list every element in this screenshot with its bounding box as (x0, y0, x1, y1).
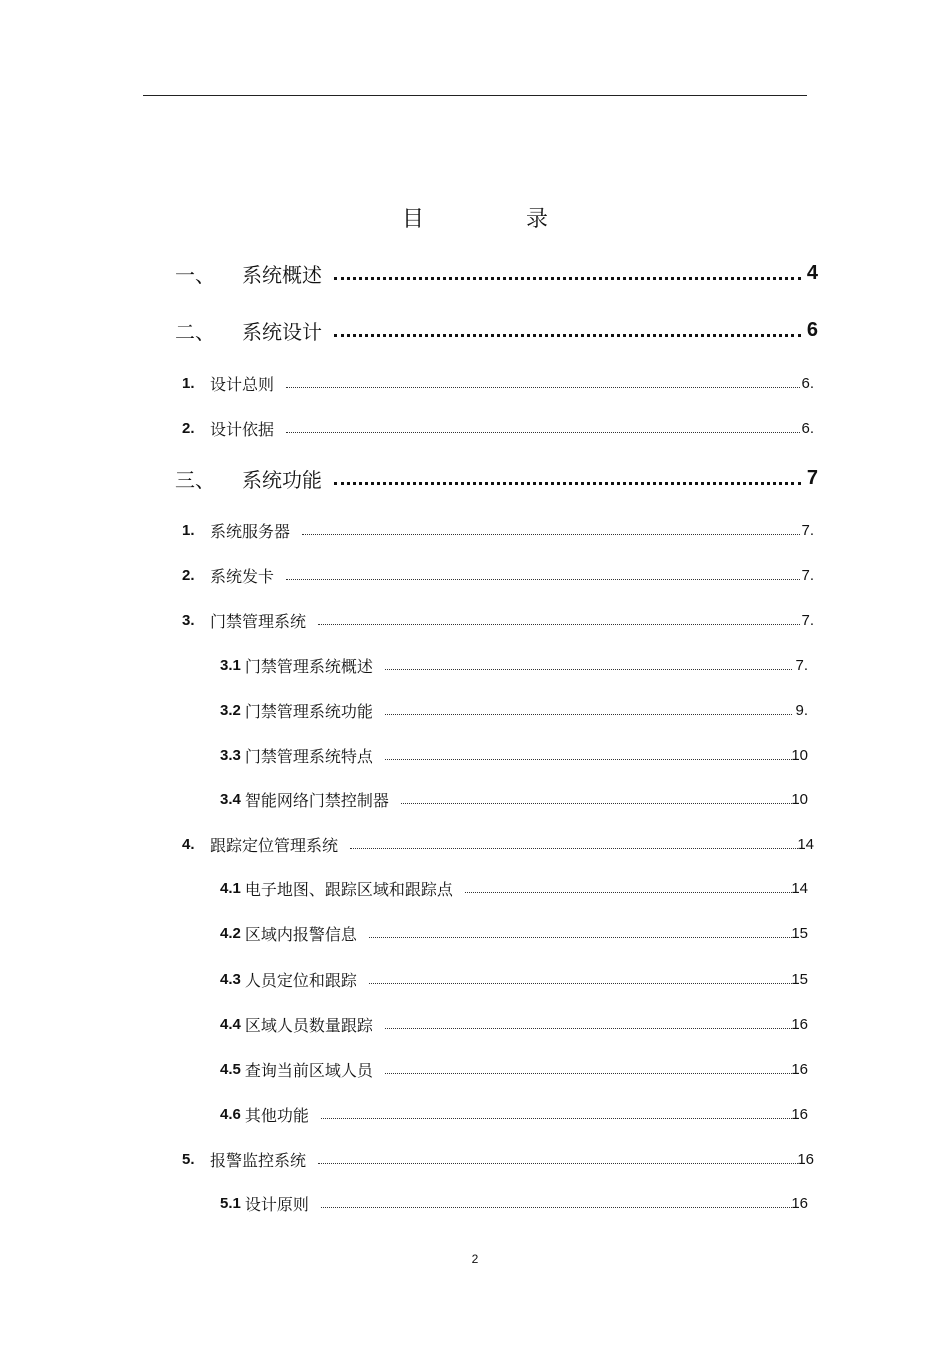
toc-entry-page: 7. (801, 521, 814, 539)
toc-entry-page: 16 (791, 1194, 808, 1212)
toc-entry-3-4-6[interactable] (220, 1099, 808, 1129)
toc-entry-number: 一、 (175, 262, 215, 287)
toc-dot-leader (401, 784, 792, 814)
page-number: 2 (471, 1252, 479, 1266)
toc-entry-title: 查询当前区域人员 (244, 1060, 373, 1080)
toc-entry-page: 15 (791, 970, 808, 988)
toc-dot-leader (286, 413, 800, 443)
toc-entry-title: 门禁管理系统特点 (244, 746, 373, 766)
toc-entry-number: 4.1 (220, 879, 241, 897)
toc-entry-page: 7. (801, 611, 814, 629)
toc-entry-page: 14 (791, 879, 808, 897)
toc-entry-page: 16 (791, 1015, 808, 1033)
toc-entry-number: 1. (182, 521, 195, 539)
toc-entry-title: 门禁管理系统功能 (244, 701, 373, 721)
toc-entry-page: 15 (791, 924, 808, 942)
toc-dot-leader (321, 1188, 792, 1218)
toc-entry-page: 16 (791, 1060, 808, 1078)
toc-entry-page: 4 (806, 261, 818, 284)
toc-entry-number: 3.3 (220, 746, 241, 764)
toc-entry-page: 6. (801, 374, 814, 392)
toc-entry-3-3-1[interactable] (220, 650, 808, 680)
toc-entry-2-2[interactable] (182, 413, 814, 443)
toc-entry-title: 门禁管理系统概述 (244, 656, 373, 676)
toc-dot-leader (369, 964, 792, 994)
toc-entry-title: 报警监控系统 (210, 1150, 307, 1170)
toc-dot-leader (385, 650, 792, 680)
toc-dot-leader (385, 740, 792, 770)
toc-dot-leader (318, 1144, 800, 1174)
toc-entry-number: 3. (182, 611, 195, 629)
toc-entry-page: 7. (801, 566, 814, 584)
toc-entry-number: 三、 (175, 467, 215, 492)
toc-entry-page: 10 (791, 746, 808, 764)
toc-dot-leader (465, 873, 792, 903)
toc-entry-3-4-4[interactable] (220, 1009, 808, 1039)
toc-entry-3-3-3[interactable] (220, 740, 808, 770)
toc-dot-leader (334, 258, 801, 288)
toc-entry-title: 门禁管理系统 (210, 611, 307, 631)
toc-entry-3-4[interactable] (182, 829, 814, 859)
toc-dot-leader (385, 1054, 792, 1084)
toc-entry-number: 5. (182, 1150, 195, 1168)
toc-entry-number: 3.2 (220, 701, 241, 719)
toc-entry-page: 10 (791, 790, 808, 808)
toc-entry-number: 二、 (175, 319, 215, 344)
toc-dot-leader (318, 605, 800, 635)
toc-dot-leader (385, 1009, 792, 1039)
toc-entry-number: 4. (182, 835, 195, 853)
toc-entry-3-3[interactable] (182, 605, 814, 635)
toc-entry-chapter-2[interactable] (175, 315, 818, 345)
toc-entry-title: 系统概述 (242, 262, 322, 287)
toc-entry-3-5-1[interactable] (220, 1188, 808, 1218)
toc-dot-leader (302, 515, 800, 545)
toc-entry-page: 9. (795, 701, 808, 719)
toc-entry-3-4-2[interactable] (220, 918, 808, 948)
toc-entry-title: 其他功能 (244, 1105, 309, 1125)
toc-dot-leader (334, 463, 801, 493)
header-rule (143, 95, 807, 96)
toc-entry-number: 1. (182, 374, 195, 392)
toc-entry-number: 2. (182, 566, 195, 584)
toc-entry-number: 4.4 (220, 1015, 241, 1033)
toc-entry-title: 系统设计 (242, 319, 322, 344)
toc-entry-number: 3.1 (220, 656, 241, 674)
toc-dot-leader (350, 829, 800, 859)
toc-entry-title: 跟踪定位管理系统 (210, 835, 339, 855)
toc-dot-leader (385, 695, 792, 725)
toc-entry-2-1[interactable] (182, 368, 814, 398)
toc-entry-page: 7 (806, 466, 818, 489)
toc-entry-page: 7. (795, 656, 808, 674)
toc-entry-3-3-4[interactable] (220, 784, 808, 814)
toc-entry-title: 人员定位和跟踪 (244, 970, 357, 990)
toc-entry-title: 智能网络门禁控制器 (244, 790, 389, 810)
toc-entry-title: 系统功能 (242, 467, 322, 492)
toc-entry-3-4-3[interactable] (220, 964, 808, 994)
toc-entry-number: 4.5 (220, 1060, 241, 1078)
toc-entry-title: 设计总则 (210, 374, 275, 394)
toc-entry-page: 6. (801, 419, 814, 437)
toc-entry-number: 4.2 (220, 924, 241, 942)
toc-entry-number: 3.4 (220, 790, 241, 808)
toc-entry-number: 2. (182, 419, 195, 437)
toc-entry-number: 4.3 (220, 970, 241, 988)
toc-dot-leader (286, 368, 800, 398)
toc-entry-title: 系统发卡 (210, 566, 275, 586)
toc-entry-page: 6 (806, 318, 818, 341)
toc-entry-chapter-3[interactable] (175, 463, 818, 493)
toc-entry-chapter-1[interactable] (175, 258, 818, 288)
toc-entry-3-2[interactable] (182, 560, 814, 590)
toc-entry-title: 设计原则 (244, 1194, 309, 1214)
toc-entry-page: 14 (797, 835, 814, 853)
toc-entry-3-3-2[interactable] (220, 695, 808, 725)
toc-entry-title: 区域人员数量跟踪 (244, 1015, 373, 1035)
toc-entry-title: 区域内报警信息 (244, 924, 357, 944)
toc-entry-number: 5.1 (220, 1194, 241, 1212)
toc-entry-3-1[interactable] (182, 515, 814, 545)
toc-dot-leader (321, 1099, 792, 1129)
toc-dot-leader (286, 560, 800, 590)
toc-entry-title: 系统服务器 (210, 521, 291, 541)
toc-dot-leader (369, 918, 792, 948)
toc-entry-title: 电子地图、跟踪区域和跟踪点 (244, 879, 453, 899)
toc-entry-number: 4.6 (220, 1105, 241, 1123)
toc-entry-page: 16 (797, 1150, 814, 1168)
toc-entry-title: 设计依据 (210, 419, 275, 439)
toc-entry-3-5[interactable] (182, 1144, 814, 1174)
toc-title: 目 录 (401, 207, 588, 232)
toc-entry-3-4-1[interactable] (220, 873, 808, 903)
toc-entry-page: 16 (791, 1105, 808, 1123)
toc-entry-3-4-5[interactable] (220, 1054, 808, 1084)
toc-dot-leader (334, 315, 801, 345)
